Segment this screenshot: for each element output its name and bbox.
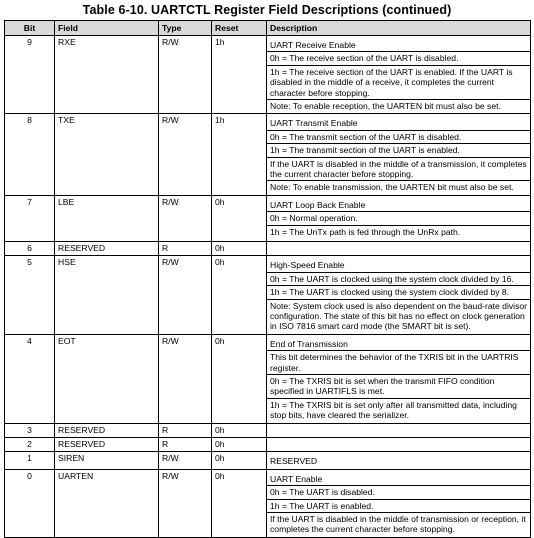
field-cell: TXE (55, 114, 159, 195)
description-line: 1h = The UnTx path is fed through the UnRx path. (270, 226, 461, 237)
description-cell (267, 195, 531, 241)
type-cell: R/W (159, 256, 212, 334)
reset-cell: 0h (212, 334, 267, 423)
type-cell: R (159, 241, 212, 255)
description-line: UART Loop Back Enable (267, 199, 530, 212)
reset-cell: 1h (212, 36, 267, 114)
description-line: 0h = Normal operation. (267, 212, 530, 225)
header-field: Field (55, 21, 159, 36)
table-row (5, 195, 531, 241)
description-line: This bit determines the behavior of the TXRIS bit in the UARTRIS register. (267, 351, 530, 375)
description-line: 0h = The TXRIS bit is set when the transmit FIFO condition specified in UARTIFLS is met. (267, 375, 530, 399)
bit-cell: 3 (5, 423, 55, 437)
description-cell (267, 36, 531, 114)
description-line: 0h = The UART is disabled. (267, 486, 530, 499)
table-row (5, 437, 531, 451)
description-line: 0h = The receive section of the UART is disabled. (267, 52, 530, 65)
type-cell: R/W (159, 195, 212, 241)
description-line: If the UART is disabled in the middle of transmission or reception, it completes the current character before stopping. (270, 514, 526, 535)
reset-cell: 0h (212, 241, 267, 255)
reset-cell: 1h (212, 114, 267, 195)
field-cell: HSE (55, 256, 159, 334)
description-line: Note: To enable reception, the UARTEN bit must also be set. (270, 101, 501, 112)
field-cell: LBE (55, 195, 159, 241)
description-line: High-Speed Enable (267, 259, 530, 272)
type-cell: R/W (159, 36, 212, 114)
description-line: 1h = The receive section of the UART is enabled. If the UART is disabled in the middle of a receive, it completes the current character before stopping. (267, 66, 530, 100)
field-cell: EOT (55, 334, 159, 423)
table-row (5, 469, 531, 537)
description-cell (267, 452, 531, 469)
header-reset: Reset (212, 21, 267, 36)
table-row (5, 36, 531, 114)
description-cell (267, 469, 531, 537)
type-cell: R (159, 423, 212, 437)
table-row (5, 256, 531, 334)
field-cell: RXE (55, 36, 159, 114)
type-cell: R/W (159, 469, 212, 537)
description-line: Note: To enable transmission, the UARTEN bit must also be set. (270, 182, 514, 193)
table-row (5, 452, 531, 469)
type-cell: R/W (159, 334, 212, 423)
field-cell: RESERVED (55, 241, 159, 255)
header-bit: Bit (5, 21, 55, 36)
bit-cell: 4 (5, 334, 55, 423)
bit-cell: 0 (5, 469, 55, 537)
bit-cell: 7 (5, 195, 55, 241)
type-cell: R (159, 437, 212, 451)
reset-cell: 0h (212, 437, 267, 451)
reset-cell: 0h (212, 195, 267, 241)
table-row (5, 334, 531, 423)
type-cell: R/W (159, 452, 212, 469)
table-row (5, 114, 531, 195)
table-row (5, 241, 531, 255)
table-header-row (5, 21, 531, 36)
description-line: 0h = The transmit section of the UART is disabled. (267, 131, 530, 144)
description-line: 1h = The UART is clocked using the system clock divided by 8. (267, 286, 530, 299)
bit-cell: 5 (5, 256, 55, 334)
bit-cell: 1 (5, 452, 55, 469)
field-cell: SIREN (55, 452, 159, 469)
description-line: UART Transmit Enable (267, 117, 530, 130)
table-body (5, 36, 531, 538)
table-title: Table 6-10. UARTCTL Register Field Descriptions (continued) (82, 3, 452, 17)
description-line: Note: System clock used is also dependent on the baud-rate divisor configuration. The state of this bit has no effect on clock generation in ISO 7816 smart card mode (the SMART bit is set). (270, 300, 528, 332)
reset-cell: 0h (212, 423, 267, 437)
description-line: 1h = The UART is enabled. (267, 500, 530, 513)
description-cell (267, 114, 531, 195)
bit-cell: 6 (5, 241, 55, 255)
field-cell: RESERVED (55, 437, 159, 451)
description-line: UART Receive Enable (267, 39, 530, 52)
description-line: 1h = The TXRIS bit is set only after all transmitted data, including stop bits, have cleared the serializer. (270, 399, 517, 421)
description-line: 0h = The UART is clocked using the system clock divided by 16. (267, 273, 530, 286)
description-line: RESERVED (270, 456, 318, 467)
reset-cell: 0h (212, 452, 267, 469)
reset-cell: 0h (212, 256, 267, 334)
header-type: Type (159, 21, 212, 36)
description-cell (267, 241, 531, 255)
field-cell: UARTEN (55, 469, 159, 537)
table-row (5, 423, 531, 437)
bit-cell: 8 (5, 114, 55, 195)
reset-cell: 0h (212, 469, 267, 537)
field-cell: RESERVED (55, 423, 159, 437)
register-field-table (4, 20, 531, 538)
description-line: If the UART is disabled in the middle of a transmission, it completes the current character before stopping. (267, 158, 530, 182)
description-line: 1h = The transmit section of the UART is enabled. (267, 144, 530, 157)
description-line: UART Enable (267, 473, 530, 486)
description-line: End of Transmission (267, 338, 530, 351)
bit-cell: 2 (5, 437, 55, 451)
header-description: Description (267, 21, 531, 36)
description-cell (267, 256, 531, 334)
bit-cell: 9 (5, 36, 55, 114)
description-cell (267, 423, 531, 437)
description-cell (267, 334, 531, 423)
type-cell: R/W (159, 114, 212, 195)
description-cell (267, 437, 531, 451)
